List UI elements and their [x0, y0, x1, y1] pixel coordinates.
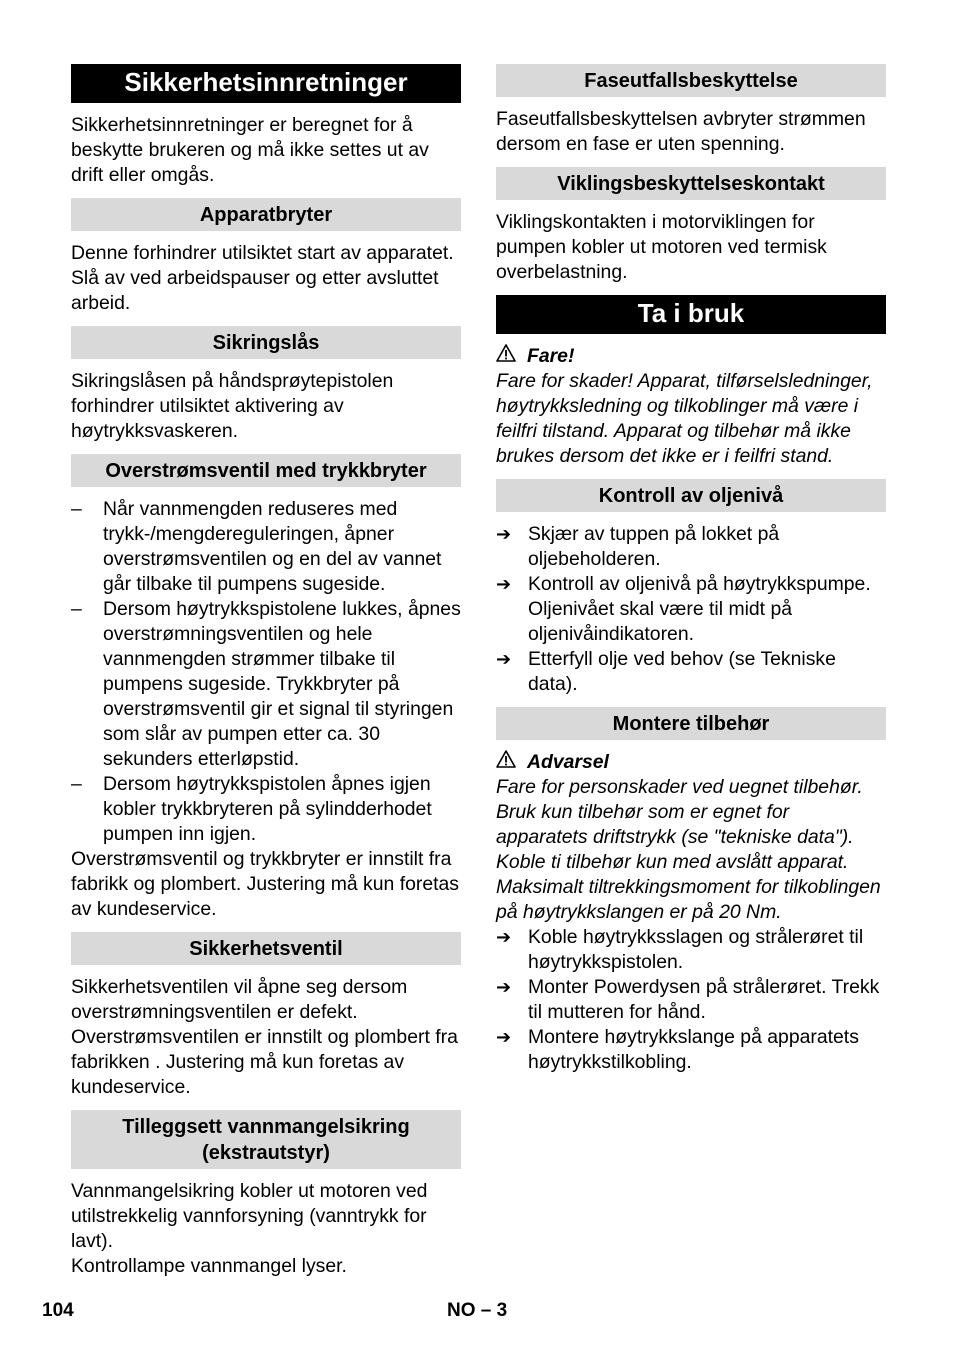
right-column [496, 64, 886, 1075]
water-shortage-text-2: Kontrollampe vannmangel lyser. [71, 1255, 347, 1277]
winding-protection-text: Viklingskontakten i motorviklingen for pumpen kobler ut motoren ved termisk overbelastning. [496, 211, 827, 283]
list-item: ➔ Skjær av tuppen på lokket på oljebeholderen. [496, 522, 886, 572]
heading-start-up: Ta i bruk [496, 295, 886, 334]
water-shortage-text-1: Vannmangelsikring kobler ut motoren ved utilstrekkelig vannforsyning (vanntrykk for lavt). [71, 1180, 428, 1252]
left-column [71, 64, 461, 1279]
heading-oil-check: Kontroll av oljenivå [496, 479, 886, 512]
heading-phase-protection: Faseutfallsbeskyttelse [496, 64, 886, 97]
list-item: – Dersom høytrykkspistolen åpnes igjen kobler trykkbryteren på sylindderhodet pumpen inn igjen. [71, 772, 461, 847]
heading-safety-valve: Sikkerhetsventil [71, 932, 461, 965]
safety-intro: Sikkerhetsinnretninger er beregnet for å beskytte brukeren og må ikke settes ut av drift eller omgås. [71, 114, 429, 186]
safety-valve-text-2: Overstrømsventilen er innstilt og plombert fra fabrikken . Justering må kun foretas av kundeservice. [71, 1026, 458, 1098]
heading-safety-lock: Sikringslås [71, 326, 461, 359]
overflow-text: Overstrømsventil og trykkbryter er innstilt fra fabrikk og plombert. Justering må kun foretas av kundeservice. [71, 848, 459, 920]
warning-title [496, 750, 886, 775]
mount-steps [496, 925, 886, 1075]
list-item: ➔ Kontroll av oljenivå på høytrykkspumpe. [496, 572, 886, 597]
overflow-list [71, 497, 461, 847]
phase-protection-text: Faseutfallsbeskyttelsen avbryter strømmen dersom en fase er uten spenning. [496, 108, 866, 155]
warning-text-2: Koble ti tilbehør kun med avslått apparat. [496, 851, 849, 873]
language-code: NO [447, 1300, 476, 1321]
danger-text: Fare for skader! Apparat, tilførselsledninger, høytrykksledning og tilkoblinger må være i feilfri tilstand. Apparat og tilbehør må ikke brukes dersom det ikke er i feilfri stand. [496, 370, 873, 467]
list-item: – Dersom høytrykkspistolene lukkes, åpnes overstrømningsventilen og hele vannmengden strømmer tilbake til pumpens sugeside. Trykkbryter på overstrømsventil gir et signal til styringen som slår av pumpen etter ca. 30 sekunders etterløpstid. [71, 597, 461, 772]
list-item: ➔ Monter Powerdysen på strålerøret. Trekk til mutteren for hånd. [496, 975, 886, 1025]
safety-valve-text-1: Sikkerhetsventilen vil åpne seg dersom overstrømningsventilen er defekt. [71, 976, 408, 1023]
oil-steps [496, 522, 886, 597]
device-switch-text: Denne forhindrer utilsiktet start av apparatet. Slå av ved arbeidspauser og etter avsluttet arbeid. [71, 242, 454, 314]
heading-mount-accessories: Montere tilbehør [496, 707, 886, 740]
list-item: ➔ Montere høytrykkslange på apparatets høytrykkstilkobling. [496, 1025, 886, 1075]
list-item: ➔ Etterfyll olje ved behov (se Tekniske data). [496, 647, 886, 697]
heading-overflow-valve: Overstrømsventil med trykkbryter [71, 454, 461, 487]
warning-text-3: Maksimalt tiltrekkingsmoment for tilkoblingen på høytrykkslangen er på 20 Nm. [496, 876, 881, 923]
warning-triangle-icon [496, 750, 518, 775]
heading-device-switch: Apparatbryter [71, 198, 461, 231]
page-number: 104 [42, 1300, 74, 1321]
language-page: – 3 [480, 1300, 508, 1321]
heading-water-shortage-line-2: (ekstrautstyr) [202, 1142, 330, 1164]
warning-title-text: Advarsel [527, 751, 609, 773]
heading-safety-devices: Sikkerhetsinnretninger [71, 64, 461, 103]
language-page-label [447, 1298, 507, 1323]
danger-title [496, 344, 886, 369]
heading-water-shortage-line-1: Tilleggsett vannmangelsikring [122, 1116, 410, 1138]
danger-title-text: Fare! [527, 345, 575, 367]
heading-winding-protection: Viklingsbeskyttelseskontakt [496, 167, 886, 200]
list-item: ➔ Koble høytrykksslagen og strålerøret til høytrykkspistolen. [496, 925, 886, 975]
heading-water-shortage [71, 1110, 461, 1169]
oil-steps-2 [496, 647, 886, 697]
list-item: – Når vannmengden reduseres med trykk-/mengdereguleringen, åpner overstrømsventilen og en del av vannet går tilbake til pumpens sugeside. [71, 497, 461, 597]
warning-text-1: Fare for personskader ved uegnet tilbehør. Bruk kun tilbehør som er egnet for apparatets driftstrykk (se "tekniske data"). [496, 776, 863, 848]
safety-lock-text: Sikringslåsen på håndsprøytepistolen forhindrer utilsiktet aktivering av høytrykksvaskeren. [71, 370, 394, 442]
warning-triangle-icon [496, 344, 518, 369]
oil-level-note: Oljenivået skal være til midt på oljenivåindikatoren. [528, 598, 793, 645]
